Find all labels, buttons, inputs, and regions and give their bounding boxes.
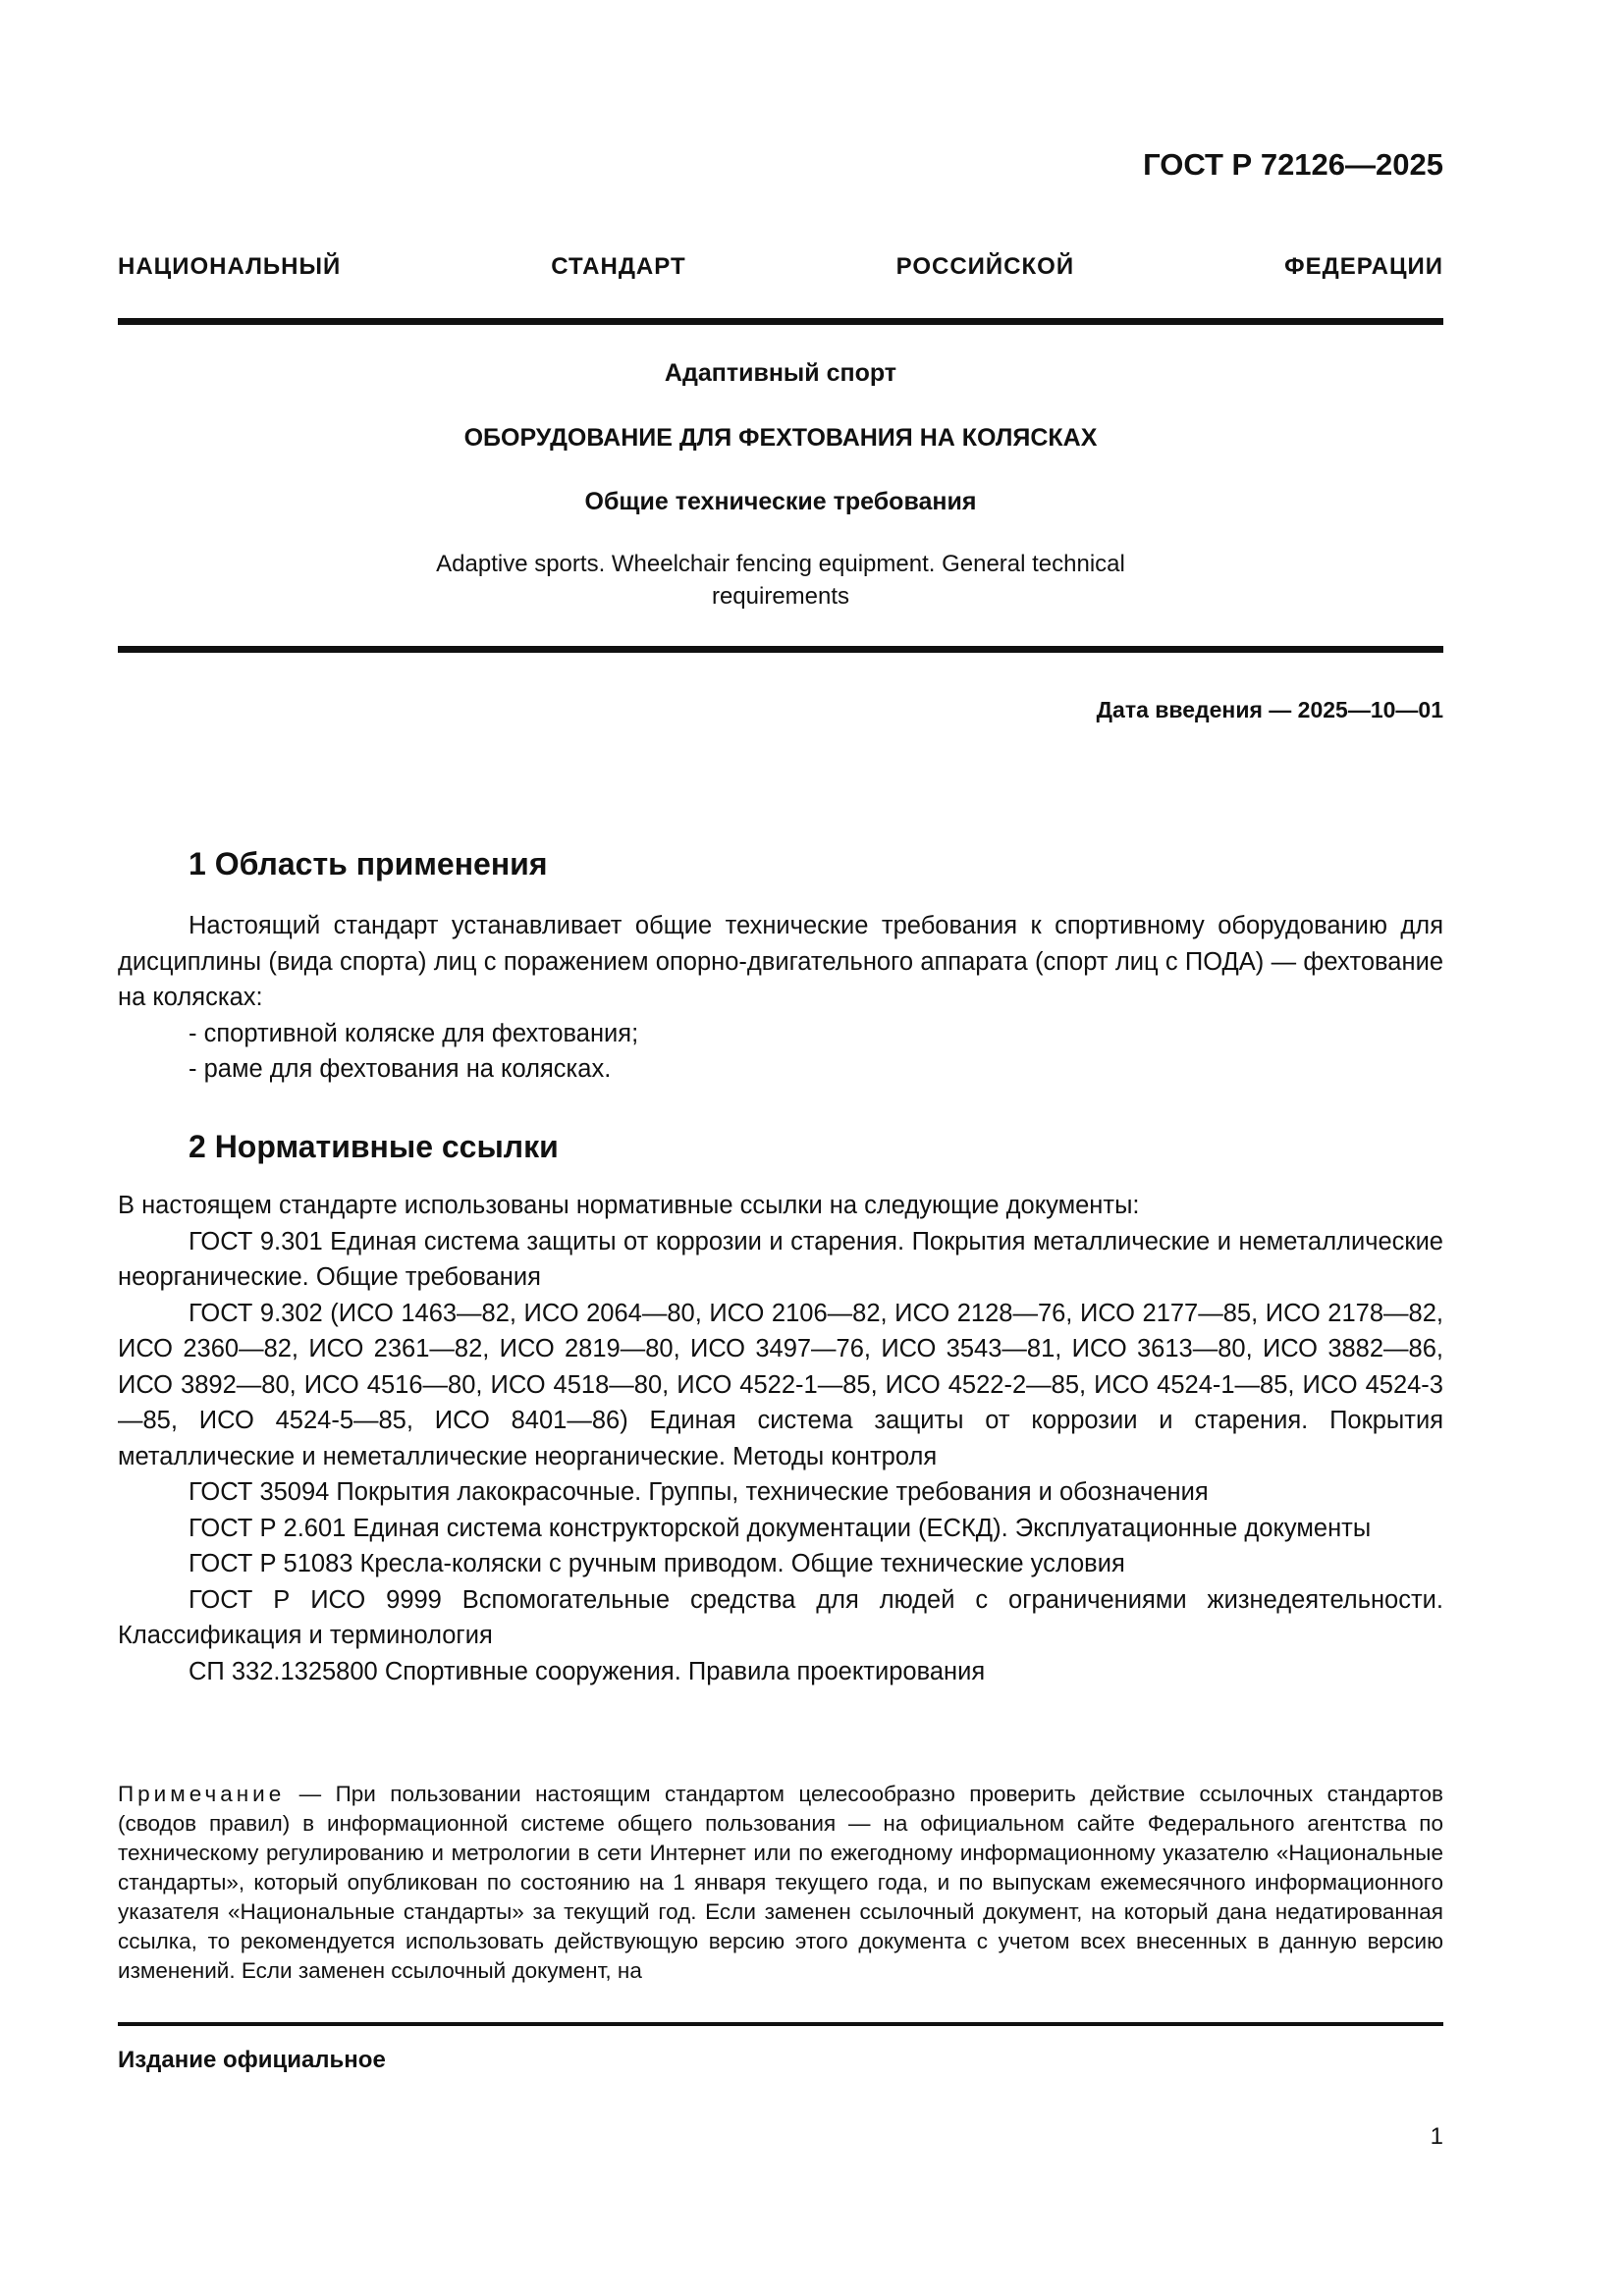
reference-item: СП 332.1325800 Спортивные сооружения. Правила проектирования [189,1657,986,1685]
section-1-paragraph: Настоящий стандарт устанавливает общие технические требования к спортивному оборудованию для дисциплины (вида спорта) лиц с поражением опорно-двигательного аппарата (спорт лиц с ПОДА) — фехтование на колясках: [118,912,1443,1011]
reference-item: ГОСТ Р 2.601 Единая система конструкторской документации (ЕСКД). Эксплуатационные документы [189,1514,1372,1542]
document-code: ГОСТ Р 72126—2025 [1143,147,1443,182]
english-title-line-1: Adaptive sports. Wheelchair fencing equipment. General technical [436,551,1125,577]
top-divider [118,318,1443,325]
national-standard-banner: НАЦИОНАЛЬНЫЙ СТАНДАРТ РОССИЙСКОЙ ФЕДЕРАЦИИ [118,253,1443,280]
section-2-body [118,1188,1443,1689]
reference-item: ГОСТ 9.301 Единая система защиты от коррозии и старения. Покрытия металлические и неметаллические неорганические. Общие требования [118,1227,1443,1291]
section-2-heading: 2 Нормативные ссылки [189,1129,559,1164]
reference-item: ГОСТ 35094 Покрытия лакокрасочные. Группы, технические требования и обозначения [189,1478,1209,1506]
middle-divider [118,646,1443,653]
section-1-heading: 1 Область применения [189,846,548,881]
official-edition-label: Издание официальное [118,2047,386,2073]
page-number: 1 [1430,2123,1443,2150]
title-line-3: Общие технические требования [584,488,977,515]
note-label: Примечание [118,1782,286,1806]
note-block [118,1780,1443,1986]
reference-item: ГОСТ Р 51083 Кресла-коляски с ручным приводом. Общие технические условия [189,1550,1125,1577]
list-item: - раме для фехтования на колясках. [189,1055,612,1083]
note-text: — При пользовании настоящим стандартом целесообразно проверить действие ссылочных стандартов (сводов правил) в информационной системе общего пользования — на официальном сайте Федерального агентства по техническому регулированию и метрологии в сети Интернет или по ежегодному информационному указателю «Национальные стандарты», который опубликован по состоянию на 1 января текущего года, и по выпускам ежемесячного информационного указателя «Национальные стандарты» за текущий год. Если заменен ссылочный документ, на который дана недатированная ссылка, то рекомендуется использовать действующую версию этого документа с учетом всех внесенных в данную версию изменений. Если заменен ссылочный документ, на [118,1782,1443,1983]
reference-item: ГОСТ Р ИСО 9999 Вспомогательные средства для людей с ограничениями жизнедеятельности. Классификация и терминология [118,1585,1443,1649]
english-title [118,548,1443,613]
bottom-divider [118,2022,1443,2026]
introduction-date: Дата введения — 2025—10—01 [1096,697,1443,722]
section-1-body [118,908,1443,1088]
section-2-intro: В настоящем стандарте использованы нормативные ссылки на следующие документы: [118,1192,1140,1219]
document-page [118,0,1443,2296]
title-line-1: Адаптивный спорт [664,359,897,387]
english-title-line-2: requirements [711,583,850,610]
list-item: - спортивной коляске для фехтования; [189,1019,639,1047]
reference-item: ГОСТ 9.302 (ИСО 1463—82, ИСО 2064—80, ИСО 2106—82, ИСО 2128—76, ИСО 2177—85, ИСО 2178—82, ИСО 2360—82, ИСО 2361—82, ИСО 2819—80, ИСО 3497—76, ИСО 3543—81, ИСО 3613—80, ИСО 3882—86, ИСО 3892—80, ИСО 4516—80, ИСО 4518—80, ИСО 4522-1—85, ИСО 4522-2—85, ИСО 4524-1—85, ИСО 4524-3—85, ИСО 4524-5—85, ИСО 8401—86) Единая система защиты от коррозии и старения. Покрытия металлические и неметаллические неорганические. Методы контроля [118,1299,1443,1470]
title-line-2: ОБОРУДОВАНИЕ ДЛЯ ФЕХТОВАНИЯ НА КОЛЯСКАХ [463,424,1098,452]
